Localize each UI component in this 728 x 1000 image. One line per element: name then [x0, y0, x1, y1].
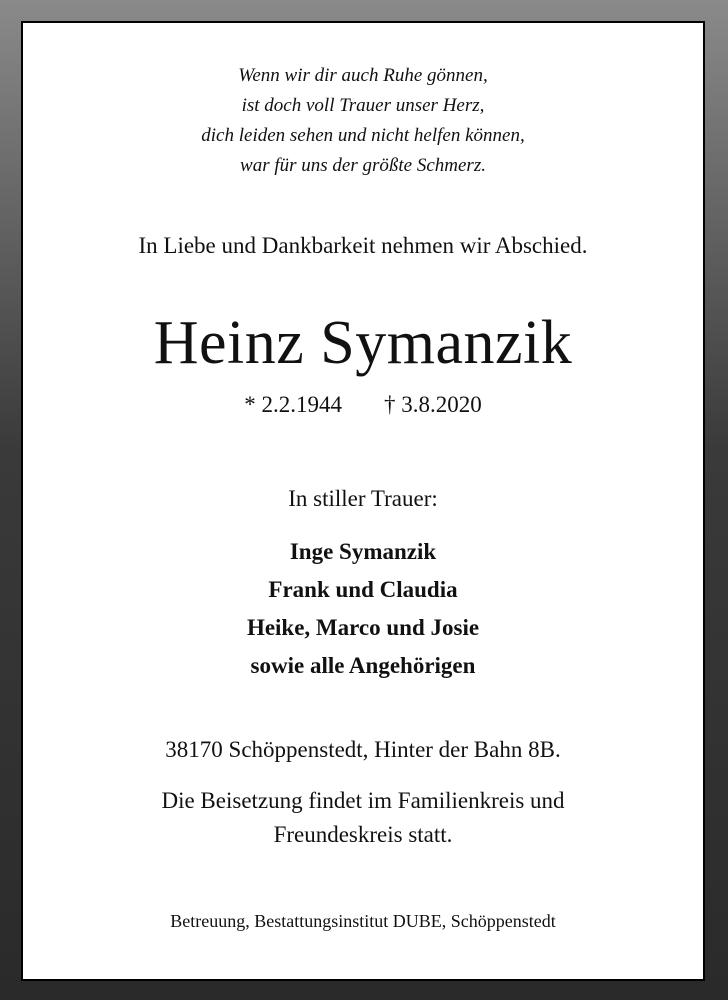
family-address: 38170 Schöppenstedt, Hinter der Bahn 8B. — [165, 737, 561, 762]
poem-line: ist doch voll Trauer unser Herz, — [241, 95, 485, 116]
mourner-name: Inge Symanzik — [289, 539, 437, 564]
undertaker-credit: Betreuung, Bestattungsinstitut DUBE, Schöppenstedt — [170, 911, 556, 931]
death-date: † 3.8.2020 — [384, 392, 482, 417]
obituary-notice — [21, 21, 705, 981]
poem-line: dich leiden sehen und nicht helfen können, — [201, 125, 525, 146]
mourning-heading: In stiller Trauer: — [288, 486, 438, 511]
mourners-list — [23, 533, 703, 685]
mourner-name: Heike, Marco und Josie — [246, 615, 480, 640]
deceased-name: Heinz Symanzik — [153, 309, 573, 377]
burial-line: Freundeskreis statt. — [273, 822, 453, 847]
memorial-poem — [23, 61, 703, 181]
birth-date: * 2.2.1944 — [244, 392, 342, 417]
poem-line: war für uns der größte Schmerz. — [240, 155, 486, 176]
burial-line: Die Beisetzung findet im Familienkreis und — [161, 788, 565, 813]
mourner-name: sowie alle Angehörigen — [250, 653, 476, 678]
poem-line: Wenn wir dir auch Ruhe gönnen, — [238, 65, 488, 86]
burial-notice — [23, 784, 703, 852]
mourner-name: Frank und Claudia — [268, 577, 458, 602]
farewell-line: In Liebe und Dankbarkeit nehmen wir Abschied. — [138, 233, 588, 258]
life-dates — [23, 389, 703, 421]
